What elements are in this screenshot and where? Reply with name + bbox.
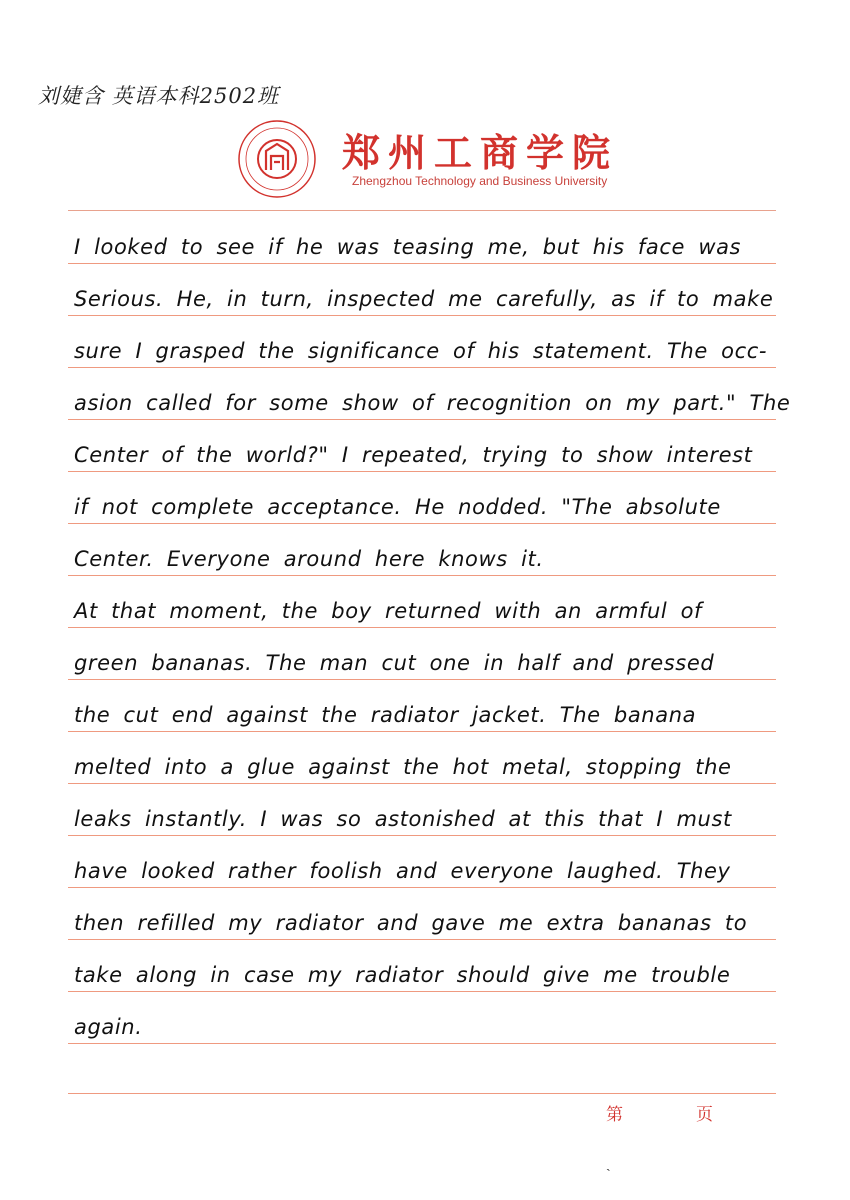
handwritten-line: again.: [74, 1015, 143, 1039]
handwritten-line: sure I grasped the significance of his statement. The occ-: [74, 339, 768, 363]
writing-rule: [68, 471, 776, 472]
page-label-suffix: 页: [696, 1105, 713, 1125]
writing-rule: [68, 627, 776, 628]
university-name-en: Zhengzhou Technology and Business University: [352, 174, 608, 188]
writing-rule: [68, 367, 776, 368]
handwritten-line: green bananas. The man cut one in half and pressed: [74, 651, 715, 675]
handwritten-line: At that moment, the boy returned with an armful of: [74, 599, 703, 623]
handwritten-line: Center. Everyone around here knows it.: [74, 547, 544, 571]
writing-rule: [68, 991, 776, 992]
writing-rule: [68, 783, 776, 784]
handwritten-line: have looked rather foolish and everyone laughed. They: [74, 859, 731, 883]
writing-rule: [68, 887, 776, 888]
writing-rule: [68, 315, 776, 316]
handwritten-line: leaks instantly. I was so astonished at this that I must: [74, 807, 732, 831]
student-name-class: 刘婕含 英语本科2502班: [38, 84, 280, 108]
writing-rule: [68, 939, 776, 940]
writing-rule: [68, 1043, 776, 1044]
writing-rule: [68, 523, 776, 524]
handwritten-line: the cut end against the radiator jacket. The banana: [74, 703, 697, 727]
university-seal-logo: [236, 118, 318, 200]
handwritten-line: then refilled my radiator and gave me extra bananas to: [74, 911, 748, 935]
writing-rule: [68, 679, 776, 680]
writing-rule: [68, 731, 776, 732]
footer-rule: [68, 1093, 776, 1094]
ink-mark: ˏ: [606, 1156, 611, 1172]
handwritten-line: Center of the world?" I repeated, trying to show interest: [74, 443, 753, 467]
writing-rule: [68, 575, 776, 576]
writing-rule: [68, 263, 776, 264]
handwritten-line: take along in case my radiator should give me trouble: [74, 963, 731, 987]
handwritten-line: Serious. He, in turn, inspected me carefully, as if to make: [74, 287, 774, 311]
handwritten-line: if not complete acceptance. He nodded. "The absolute: [74, 495, 721, 519]
handwritten-line: I looked to see if he was teasing me, but his face was: [74, 235, 742, 259]
header-rule: [68, 210, 776, 211]
writing-rule: [68, 835, 776, 836]
page-label-prefix: 第: [606, 1105, 623, 1125]
university-name-cn: 郑州工商学院: [342, 130, 619, 175]
handwritten-line: asion called for some show of recognition on my part." The: [74, 391, 791, 415]
handwritten-line: melted into a glue against the hot metal, stopping the: [74, 755, 732, 779]
writing-rule: [68, 419, 776, 420]
